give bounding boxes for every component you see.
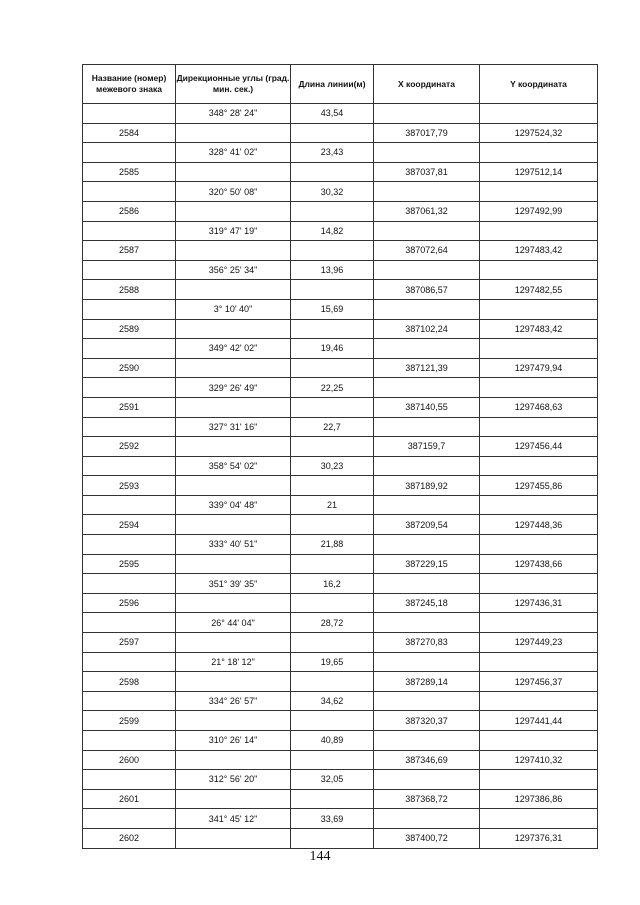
line-length-cell [291, 750, 374, 770]
table-row [83, 770, 598, 790]
mark-name-cell [83, 299, 176, 319]
line-length-cell: 15,69 [291, 299, 374, 319]
mark-name-cell: 2596 [83, 593, 176, 613]
y-coordinate-cell: 1297455,86 [480, 476, 598, 496]
direction-angle-cell: 319° 47' 19" [176, 221, 291, 241]
line-length-cell [291, 241, 374, 261]
x-coordinate-cell: 387102,24 [374, 319, 480, 339]
header-line-length: Длина линии(м) [291, 65, 374, 104]
x-coordinate-cell: 387346,69 [374, 750, 480, 770]
direction-angle-cell [176, 789, 291, 809]
table-row [83, 143, 598, 163]
y-coordinate-cell: 1297479,94 [480, 358, 598, 378]
x-coordinate-cell: 387368,72 [374, 789, 480, 809]
y-coordinate-cell: 1297524,32 [480, 123, 598, 143]
direction-angle-cell: 341° 45' 12" [176, 809, 291, 829]
mark-name-cell: 2600 [83, 750, 176, 770]
line-length-cell: 19,65 [291, 652, 374, 672]
mark-name-cell: 2588 [83, 280, 176, 300]
direction-angle-cell: 356° 25' 34" [176, 260, 291, 280]
table-row [83, 104, 598, 124]
x-coordinate-cell: 387320,37 [374, 711, 480, 731]
table-row [83, 711, 598, 731]
x-coordinate-cell [374, 299, 480, 319]
y-coordinate-cell: 1297483,42 [480, 319, 598, 339]
direction-angle-cell [176, 319, 291, 339]
direction-angle-cell [176, 201, 291, 221]
line-length-cell [291, 476, 374, 496]
table-row [83, 182, 598, 202]
mark-name-cell [83, 339, 176, 359]
mark-name-cell: 2585 [83, 162, 176, 182]
mark-name-cell [83, 417, 176, 437]
x-coordinate-cell [374, 143, 480, 163]
x-coordinate-cell: 387061,32 [374, 201, 480, 221]
header-row [83, 65, 598, 104]
table-row [83, 828, 598, 848]
mark-name-cell: 2595 [83, 554, 176, 574]
x-coordinate-cell [374, 417, 480, 437]
line-length-cell [291, 633, 374, 653]
mark-name-cell [83, 378, 176, 398]
direction-angle-cell [176, 358, 291, 378]
direction-angle-cell [176, 241, 291, 261]
mark-name-cell: 2594 [83, 515, 176, 535]
line-length-cell: 34,62 [291, 691, 374, 711]
direction-angle-cell: 349° 42' 02" [176, 339, 291, 359]
x-coordinate-cell: 387270,83 [374, 633, 480, 653]
x-coordinate-cell: 387017,79 [374, 123, 480, 143]
y-coordinate-cell [480, 104, 598, 124]
y-coordinate-cell: 1297483,42 [480, 241, 598, 261]
x-coordinate-cell: 387159,7 [374, 437, 480, 457]
x-coordinate-cell [374, 221, 480, 241]
line-length-cell [291, 515, 374, 535]
x-coordinate-cell [374, 613, 480, 633]
x-coordinate-cell [374, 182, 480, 202]
y-coordinate-cell [480, 770, 598, 790]
x-coordinate-cell [374, 495, 480, 515]
mark-name-cell: 2591 [83, 397, 176, 417]
table-row [83, 280, 598, 300]
y-coordinate-cell [480, 143, 598, 163]
y-coordinate-cell [480, 417, 598, 437]
y-coordinate-cell: 1297449,23 [480, 633, 598, 653]
table-row [83, 809, 598, 829]
table-row [83, 593, 598, 613]
direction-angle-cell [176, 828, 291, 848]
line-length-cell [291, 358, 374, 378]
direction-angle-cell [176, 633, 291, 653]
table-row [83, 495, 598, 515]
line-length-cell [291, 828, 374, 848]
direction-angle-cell [176, 672, 291, 692]
mark-name-cell: 2584 [83, 123, 176, 143]
x-coordinate-cell [374, 456, 480, 476]
y-coordinate-cell [480, 221, 598, 241]
mark-name-cell [83, 691, 176, 711]
line-length-cell: 14,82 [291, 221, 374, 241]
table-row [83, 397, 598, 417]
mark-name-cell [83, 104, 176, 124]
header-x-coordinate: X координата [374, 65, 480, 104]
header-mark-name: Название (номер) межевого знака [83, 65, 176, 104]
mark-name-cell [83, 456, 176, 476]
x-coordinate-cell [374, 770, 480, 790]
y-coordinate-cell [480, 613, 598, 633]
direction-angle-cell: 21° 18' 12" [176, 652, 291, 672]
mark-name-cell: 2601 [83, 789, 176, 809]
x-coordinate-cell [374, 574, 480, 594]
y-coordinate-cell: 1297468,63 [480, 397, 598, 417]
line-length-cell [291, 437, 374, 457]
x-coordinate-cell [374, 339, 480, 359]
direction-angle-cell: 328° 41' 02" [176, 143, 291, 163]
x-coordinate-cell [374, 809, 480, 829]
mark-name-cell [83, 260, 176, 280]
line-length-cell [291, 593, 374, 613]
x-coordinate-cell: 387400,72 [374, 828, 480, 848]
direction-angle-cell: 348° 28' 24" [176, 104, 291, 124]
y-coordinate-cell [480, 299, 598, 319]
x-coordinate-cell [374, 691, 480, 711]
mark-name-cell: 2590 [83, 358, 176, 378]
direction-angle-cell: 334° 26' 57" [176, 691, 291, 711]
y-coordinate-cell: 1297482,55 [480, 280, 598, 300]
line-length-cell [291, 319, 374, 339]
mark-name-cell [83, 574, 176, 594]
y-coordinate-cell [480, 574, 598, 594]
mark-name-cell: 2602 [83, 828, 176, 848]
line-length-cell: 32,05 [291, 770, 374, 790]
direction-angle-cell [176, 437, 291, 457]
table-row [83, 789, 598, 809]
direction-angle-cell [176, 397, 291, 417]
table-row [83, 652, 598, 672]
line-length-cell: 28,72 [291, 613, 374, 633]
direction-angle-cell: 310° 26' 14" [176, 731, 291, 751]
y-coordinate-cell [480, 339, 598, 359]
line-length-cell: 21 [291, 495, 374, 515]
x-coordinate-cell: 387037,81 [374, 162, 480, 182]
y-coordinate-cell: 1297438,66 [480, 554, 598, 574]
table-row [83, 299, 598, 319]
mark-name-cell: 2593 [83, 476, 176, 496]
table-row [83, 750, 598, 770]
mark-name-cell: 2599 [83, 711, 176, 731]
table-row [83, 319, 598, 339]
y-coordinate-cell [480, 378, 598, 398]
line-length-cell: 30,23 [291, 456, 374, 476]
mark-name-cell [83, 613, 176, 633]
y-coordinate-cell [480, 652, 598, 672]
header-direction-angle: Дирекционные углы (град. мин. сек.) [176, 65, 291, 104]
direction-angle-cell [176, 711, 291, 731]
table-row [83, 241, 598, 261]
table-row [83, 515, 598, 535]
direction-angle-cell: 333° 40' 51" [176, 535, 291, 555]
table-row [83, 535, 598, 555]
line-length-cell: 33,69 [291, 809, 374, 829]
y-coordinate-cell: 1297386,86 [480, 789, 598, 809]
x-coordinate-cell [374, 260, 480, 280]
table-row [83, 554, 598, 574]
line-length-cell: 40,89 [291, 731, 374, 751]
y-coordinate-cell [480, 731, 598, 751]
direction-angle-cell [176, 750, 291, 770]
table-row [83, 378, 598, 398]
mark-name-cell: 2587 [83, 241, 176, 261]
direction-angle-cell [176, 476, 291, 496]
line-length-cell [291, 672, 374, 692]
line-length-cell [291, 201, 374, 221]
table-row [83, 417, 598, 437]
table-row [83, 633, 598, 653]
x-coordinate-cell [374, 104, 480, 124]
direction-angle-cell: 339° 04' 48" [176, 495, 291, 515]
mark-name-cell: 2586 [83, 201, 176, 221]
line-length-cell [291, 280, 374, 300]
direction-angle-cell: 26° 44' 04" [176, 613, 291, 633]
x-coordinate-cell: 387086,57 [374, 280, 480, 300]
mark-name-cell [83, 143, 176, 163]
y-coordinate-cell [480, 691, 598, 711]
y-coordinate-cell: 1297376,31 [480, 828, 598, 848]
direction-angle-cell: 329° 26' 49" [176, 378, 291, 398]
table-row [83, 731, 598, 751]
table-row [83, 574, 598, 594]
mark-name-cell: 2598 [83, 672, 176, 692]
direction-angle-cell [176, 515, 291, 535]
line-length-cell: 30,32 [291, 182, 374, 202]
y-coordinate-cell: 1297436,31 [480, 593, 598, 613]
y-coordinate-cell [480, 495, 598, 515]
boundary-marks-table [82, 64, 598, 849]
table-row [83, 221, 598, 241]
line-length-cell [291, 711, 374, 731]
x-coordinate-cell [374, 652, 480, 672]
x-coordinate-cell [374, 731, 480, 751]
x-coordinate-cell: 387121,39 [374, 358, 480, 378]
line-length-cell: 19,46 [291, 339, 374, 359]
table-row [83, 201, 598, 221]
mark-name-cell: 2589 [83, 319, 176, 339]
table-row [83, 476, 598, 496]
table-body [83, 104, 598, 849]
line-length-cell: 23,43 [291, 143, 374, 163]
y-coordinate-cell [480, 456, 598, 476]
y-coordinate-cell [480, 535, 598, 555]
line-length-cell [291, 397, 374, 417]
mark-name-cell [83, 731, 176, 751]
line-length-cell: 16,2 [291, 574, 374, 594]
table-row [83, 260, 598, 280]
y-coordinate-cell: 1297410,32 [480, 750, 598, 770]
line-length-cell: 22,25 [291, 378, 374, 398]
x-coordinate-cell: 387189,92 [374, 476, 480, 496]
y-coordinate-cell: 1297492,99 [480, 201, 598, 221]
y-coordinate-cell [480, 260, 598, 280]
direction-angle-cell [176, 162, 291, 182]
table-row [83, 456, 598, 476]
direction-angle-cell: 327° 31' 16" [176, 417, 291, 437]
mark-name-cell: 2592 [83, 437, 176, 457]
mark-name-cell: 2597 [83, 633, 176, 653]
direction-angle-cell [176, 280, 291, 300]
x-coordinate-cell: 387209,54 [374, 515, 480, 535]
direction-angle-cell: 312° 56' 20" [176, 770, 291, 790]
line-length-cell: 22,7 [291, 417, 374, 437]
header-y-coordinate: Y координата [480, 65, 598, 104]
y-coordinate-cell: 1297456,37 [480, 672, 598, 692]
y-coordinate-cell: 1297456,44 [480, 437, 598, 457]
table-row [83, 358, 598, 378]
table-row [83, 672, 598, 692]
line-length-cell [291, 123, 374, 143]
direction-angle-cell: 358° 54' 02" [176, 456, 291, 476]
page-number: 144 [309, 849, 331, 864]
mark-name-cell [83, 770, 176, 790]
x-coordinate-cell: 387245,18 [374, 593, 480, 613]
x-coordinate-cell: 387289,14 [374, 672, 480, 692]
table-row [83, 613, 598, 633]
line-length-cell: 43,54 [291, 104, 374, 124]
mark-name-cell [83, 495, 176, 515]
direction-angle-cell [176, 593, 291, 613]
y-coordinate-cell [480, 182, 598, 202]
table-row [83, 437, 598, 457]
mark-name-cell [83, 221, 176, 241]
table-row [83, 162, 598, 182]
direction-angle-cell: 3° 10' 40" [176, 299, 291, 319]
direction-angle-cell [176, 123, 291, 143]
x-coordinate-cell: 387072,64 [374, 241, 480, 261]
table-row [83, 691, 598, 711]
y-coordinate-cell: 1297448,36 [480, 515, 598, 535]
table-row [83, 123, 598, 143]
line-length-cell [291, 789, 374, 809]
mark-name-cell [83, 182, 176, 202]
line-length-cell [291, 162, 374, 182]
x-coordinate-cell [374, 378, 480, 398]
y-coordinate-cell: 1297441,44 [480, 711, 598, 731]
mark-name-cell [83, 652, 176, 672]
table-row [83, 339, 598, 359]
line-length-cell: 21,88 [291, 535, 374, 555]
table-header [83, 65, 598, 104]
line-length-cell [291, 554, 374, 574]
y-coordinate-cell: 1297512,14 [480, 162, 598, 182]
direction-angle-cell [176, 554, 291, 574]
line-length-cell: 13,96 [291, 260, 374, 280]
x-coordinate-cell [374, 535, 480, 555]
x-coordinate-cell: 387229,15 [374, 554, 480, 574]
direction-angle-cell: 320° 50' 08" [176, 182, 291, 202]
x-coordinate-cell: 387140,55 [374, 397, 480, 417]
y-coordinate-cell [480, 809, 598, 829]
mark-name-cell [83, 809, 176, 829]
mark-name-cell [83, 535, 176, 555]
direction-angle-cell: 351° 39' 35" [176, 574, 291, 594]
